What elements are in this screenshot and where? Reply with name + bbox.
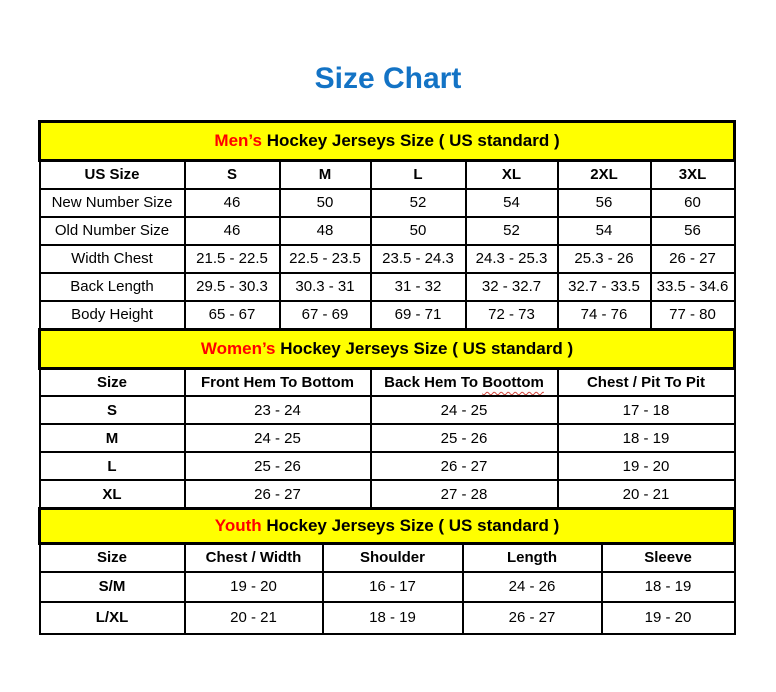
mens-size-table: [38, 120, 736, 330]
row-label: Width Chest: [40, 245, 185, 273]
size-value-cell: 19 - 20: [185, 572, 323, 602]
size-value-cell: 33.5 - 34.6: [651, 273, 735, 301]
column-header: XL: [466, 161, 558, 189]
size-value-cell: 56: [651, 217, 735, 245]
size-value-cell: 17 - 18: [558, 396, 735, 424]
size-value-cell: 52: [466, 217, 558, 245]
column-header: [371, 368, 558, 396]
youth-caption-highlight: Youth: [214, 516, 262, 535]
youth-header-row: [40, 544, 735, 572]
womens-caption-highlight: Women’s: [200, 338, 276, 358]
table-row: [40, 217, 735, 245]
mens-caption-highlight: Men’s: [214, 131, 262, 150]
row-label: L/XL: [40, 602, 185, 634]
size-value-cell: 46: [185, 189, 280, 217]
size-value-cell: 25.3 - 26: [558, 245, 651, 273]
size-value-cell: 18 - 19: [602, 572, 735, 602]
size-value-cell: 24 - 25: [371, 396, 558, 424]
mens-header-row: [40, 161, 735, 189]
size-value-cell: 46: [185, 217, 280, 245]
size-value-cell: 23.5 - 24.3: [371, 245, 466, 273]
youth-caption: [40, 509, 735, 544]
size-value-cell: 16 - 17: [323, 572, 463, 602]
size-value-cell: 20 - 21: [558, 480, 735, 508]
size-value-cell: 29.5 - 30.3: [185, 273, 280, 301]
row-label: New Number Size: [40, 189, 185, 217]
size-value-cell: 18 - 19: [558, 424, 735, 452]
table-row: [40, 189, 735, 217]
size-value-cell: 65 - 67: [185, 301, 280, 329]
size-value-cell: 27 - 28: [371, 480, 558, 508]
youth-caption-rest: Hockey Jerseys Size ( US standard ): [261, 516, 560, 535]
row-label: Back Length: [40, 273, 185, 301]
size-value-cell: 69 - 71: [371, 301, 466, 329]
womens-size-table: [38, 328, 736, 510]
column-header: Sleeve: [602, 544, 735, 572]
size-value-cell: 54: [558, 217, 651, 245]
column-header: Size: [40, 544, 185, 572]
size-value-cell: 77 - 80: [651, 301, 735, 329]
size-value-cell: 24 - 26: [463, 572, 602, 602]
size-value-cell: 48: [280, 217, 371, 245]
row-label: Body Height: [40, 301, 185, 329]
size-value-cell: 60: [651, 189, 735, 217]
size-value-cell: 26 - 27: [651, 245, 735, 273]
size-value-cell: 52: [371, 189, 466, 217]
size-value-cell: 30.3 - 31: [280, 273, 371, 301]
size-value-cell: 25 - 26: [371, 424, 558, 452]
size-value-cell: 67 - 69: [280, 301, 371, 329]
row-label: XL: [40, 480, 185, 508]
table-row: [40, 424, 735, 452]
row-label: L: [40, 452, 185, 480]
column-header: 2XL: [558, 161, 651, 189]
size-value-cell: 26 - 27: [371, 452, 558, 480]
size-value-cell: 31 - 32: [371, 273, 466, 301]
size-value-cell: 56: [558, 189, 651, 217]
size-value-cell: 24 - 25: [185, 424, 371, 452]
table-row: [40, 396, 735, 424]
table-row: [40, 480, 735, 508]
row-label: S/M: [40, 572, 185, 602]
table-row: [40, 245, 735, 273]
misspelled-word: Boottom: [482, 373, 544, 391]
row-label: Old Number Size: [40, 217, 185, 245]
size-value-cell: 25 - 26: [185, 452, 371, 480]
column-header: M: [280, 161, 371, 189]
youth-size-table: [38, 507, 736, 635]
table-row: [40, 452, 735, 480]
column-header: 3XL: [651, 161, 735, 189]
size-value-cell: 20 - 21: [185, 602, 323, 634]
womens-caption: [40, 329, 735, 368]
column-header: Chest / Pit To Pit: [558, 368, 735, 396]
mens-caption: [40, 122, 735, 161]
column-header: Length: [463, 544, 602, 572]
youth-caption-row: [40, 509, 735, 544]
column-header: US Size: [40, 161, 185, 189]
row-label: M: [40, 424, 185, 452]
column-header: Front Hem To Bottom: [185, 368, 371, 396]
womens-caption-rest: Hockey Jerseys Size ( US standard ): [275, 338, 574, 358]
size-value-cell: 50: [371, 217, 466, 245]
size-value-cell: 22.5 - 23.5: [280, 245, 371, 273]
column-header: Size: [40, 368, 185, 396]
size-value-cell: 26 - 27: [463, 602, 602, 634]
page-title: Size Chart: [314, 62, 462, 95]
size-value-cell: 24.3 - 25.3: [466, 245, 558, 273]
mens-caption-rest: Hockey Jerseys Size ( US standard ): [261, 131, 560, 150]
size-value-cell: 18 - 19: [323, 602, 463, 634]
column-header-text: Back Hem To: [384, 373, 483, 391]
table-row: [40, 273, 735, 301]
size-value-cell: 32 - 32.7: [466, 273, 558, 301]
size-value-cell: 72 - 73: [466, 301, 558, 329]
womens-header-row: [40, 368, 735, 396]
size-value-cell: 74 - 76: [558, 301, 651, 329]
size-value-cell: 32.7 - 33.5: [558, 273, 651, 301]
size-value-cell: 21.5 - 22.5: [185, 245, 280, 273]
womens-caption-row: [40, 329, 735, 368]
size-value-cell: 54: [466, 189, 558, 217]
table-row: [40, 602, 735, 634]
column-header: Chest / Width: [185, 544, 323, 572]
size-chart-tables: [38, 120, 733, 635]
mens-caption-row: [40, 122, 735, 161]
size-value-cell: 50: [280, 189, 371, 217]
size-value-cell: 23 - 24: [185, 396, 371, 424]
table-row: [40, 572, 735, 602]
column-header: Shoulder: [323, 544, 463, 572]
size-value-cell: 26 - 27: [185, 480, 371, 508]
row-label: S: [40, 396, 185, 424]
table-row: [40, 301, 735, 329]
size-value-cell: 19 - 20: [558, 452, 735, 480]
column-header: S: [185, 161, 280, 189]
size-value-cell: 19 - 20: [602, 602, 735, 634]
column-header: L: [371, 161, 466, 189]
